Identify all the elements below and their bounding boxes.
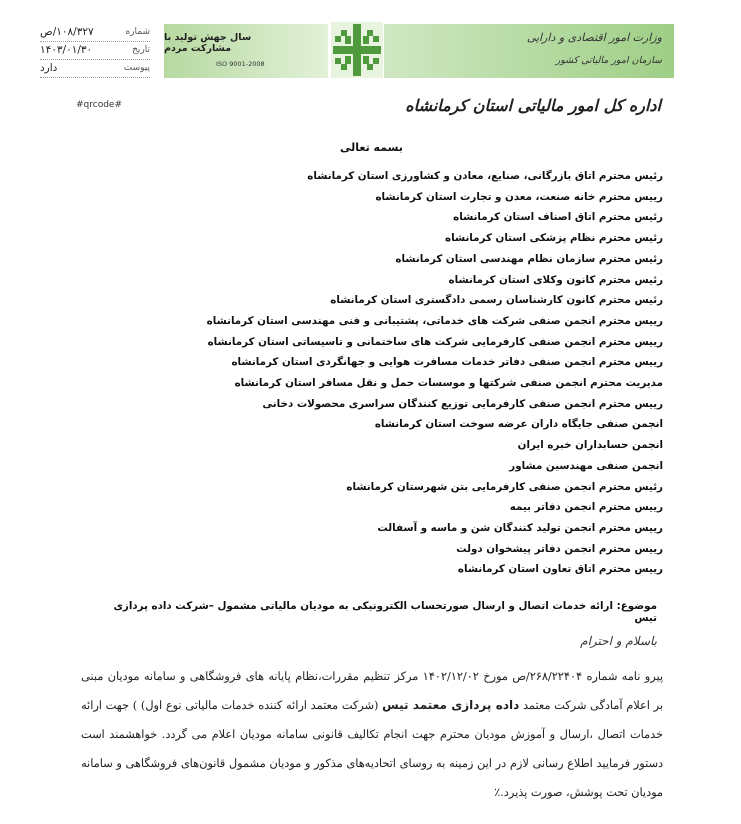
recipient-item: رئیس محترم اتاق بازرگانی، صنایع، معادن و کشاورزی استان کرمانشاه xyxy=(307,170,663,182)
recipient-item: رییس محترم خانه صنعت، معدن و تجارت استان کرمانشاه xyxy=(375,190,663,203)
recipient-item: رئیس محترم نظام پزشکی استان کرمانشاه xyxy=(445,232,663,245)
letter-date: ۱۴۰۳/۰۱/۳۰ xyxy=(40,44,93,56)
recipient-item: رییس محترم اتاق تعاون استان کرمانشاه xyxy=(457,563,663,576)
recipient-item: رئیس محترم سازمان نظام مهندسی استان کرمانشاه xyxy=(395,252,663,265)
body-text-part: (شرکت معتمد ارائه کننده خدمات مالیاتی نوع اول) ) جهت ارائه خدمات اتصال ،ارسال و آموزش مودیان محترم جهت انجام تکالیف قانونی سامانه مودیان اعلام می گردد. خواهشمند است دستور فرمایید اطلاع رسانی لازم در این زمینه به روسای اتحادیه‌های مذکور و مودیان مشمول قانون‌های فروشگاهی و سامانه مودیان تحت پوشش، صورت پذیرد.٪ xyxy=(81,699,663,799)
recipient-item: رییس محترم انجمن صنفی کارفرمایی توزیع کنندگان سراسری محصولات دخانی xyxy=(262,397,663,410)
letter-number: ۱۰۸/۳۲۷/ص xyxy=(40,26,94,38)
letter-meta xyxy=(40,24,150,78)
recipient-item: رئیس محترم کانون وکلای استان کرمانشاه xyxy=(448,273,663,286)
department-title: اداره کل امور مالیاتی استان کرمانشاه xyxy=(405,96,661,115)
ministry-name: وزارت امور اقتصادی و دارایی xyxy=(526,31,662,44)
recipient-item: رییس محترم انجمن صنفی دفاتر خدمات مسافرت هوایی و جهانگردی استان کرمانشاه xyxy=(231,356,663,369)
recipient-item: رئیس محترم اتاق اصناف استان کرمانشاه xyxy=(453,211,663,224)
company-name-bold: داده پردازی معتمد تیس xyxy=(382,698,520,712)
letter-number-label: شماره xyxy=(125,27,150,37)
letter-subject: موضوع: ارائه خدمات اتصال و ارسال صورتحساب الکترونیکی به مودیان مالیاتی مشمول –شرکت داده پردازی تیس xyxy=(113,600,657,624)
recipients-list xyxy=(206,166,663,580)
recipient-item: انجمن صنفی جایگاه داران عرضه سوخت استان کرمانشاه xyxy=(374,418,663,431)
letter-attachment-label: پیوست xyxy=(123,63,150,73)
letter-number-row xyxy=(40,24,150,42)
recipient-item: رییس محترم انجمن صنفی کارفرمایی شرکت های ساختمانی و تاسیساتی استان کرمانشاه xyxy=(207,335,663,348)
tax-emblem-icon xyxy=(331,22,383,78)
qrcode-placeholder: #qrcode# xyxy=(76,100,123,110)
recipient-item: رییس محترم انجمن دفاتر بیمه xyxy=(509,501,663,514)
ministry-banner xyxy=(384,24,674,78)
letter-attachment-row xyxy=(40,60,150,78)
letter-attachment: دارد xyxy=(40,62,58,74)
letter-date-row xyxy=(40,42,150,60)
letter-date-label: تاریخ xyxy=(132,45,150,55)
recipient-item: رئیس محترم کانون کارشناسان رسمی دادگستری استان کرمانشاه xyxy=(330,294,663,307)
recipient-item: رییس محترم انجمن دفاتر پیشخوان دولت xyxy=(456,542,663,555)
basmala: بسمه تعالی xyxy=(340,141,403,154)
iso-text: ISO 9001-2008 xyxy=(216,60,265,68)
recipient-item: رییس محترم انجمن صنفی شرکت های خدماتی، پشتیبانی و فنی مهندسی استان کرمانشاه xyxy=(206,314,663,327)
letter-body xyxy=(81,662,663,807)
body-text-part: پیرو نامه شماره ۲۶۸/۲۲۴۰۴/ص مورخ ۱۴۰۲/۱۲/۰۲ مرکز تنظیم مقررات،نظام پایانه های فروشگاهی و سامانه مودیان مبنی بر اعلام آمادگی شرکت معتمد xyxy=(81,670,664,712)
recipient-item: رئیس محترم انجمن صنفی کارفرمایی بتن شهرستان کرمانشاه xyxy=(346,480,663,493)
greeting: باسلام و احترام xyxy=(580,634,657,648)
recipient-item: انجمن حسابداران خبره ایران xyxy=(517,439,663,452)
slogan-banner xyxy=(164,24,328,78)
slogan-text: سال جهش تولید با مشارکت مردم xyxy=(164,32,252,54)
organization-name: سازمان امور مالیاتی کشور xyxy=(555,55,662,66)
recipient-item: مدیریت محترم انجمن صنفی شرکتها و موسسات حمل و نقل مسافر استان کرمانشاه xyxy=(234,377,663,390)
recipient-item: انجمن صنفی مهندسین مشاور xyxy=(509,459,663,472)
recipient-item: رییس محترم انجمن تولید کنندگان شن و ماسه و آسفالت xyxy=(377,521,663,534)
